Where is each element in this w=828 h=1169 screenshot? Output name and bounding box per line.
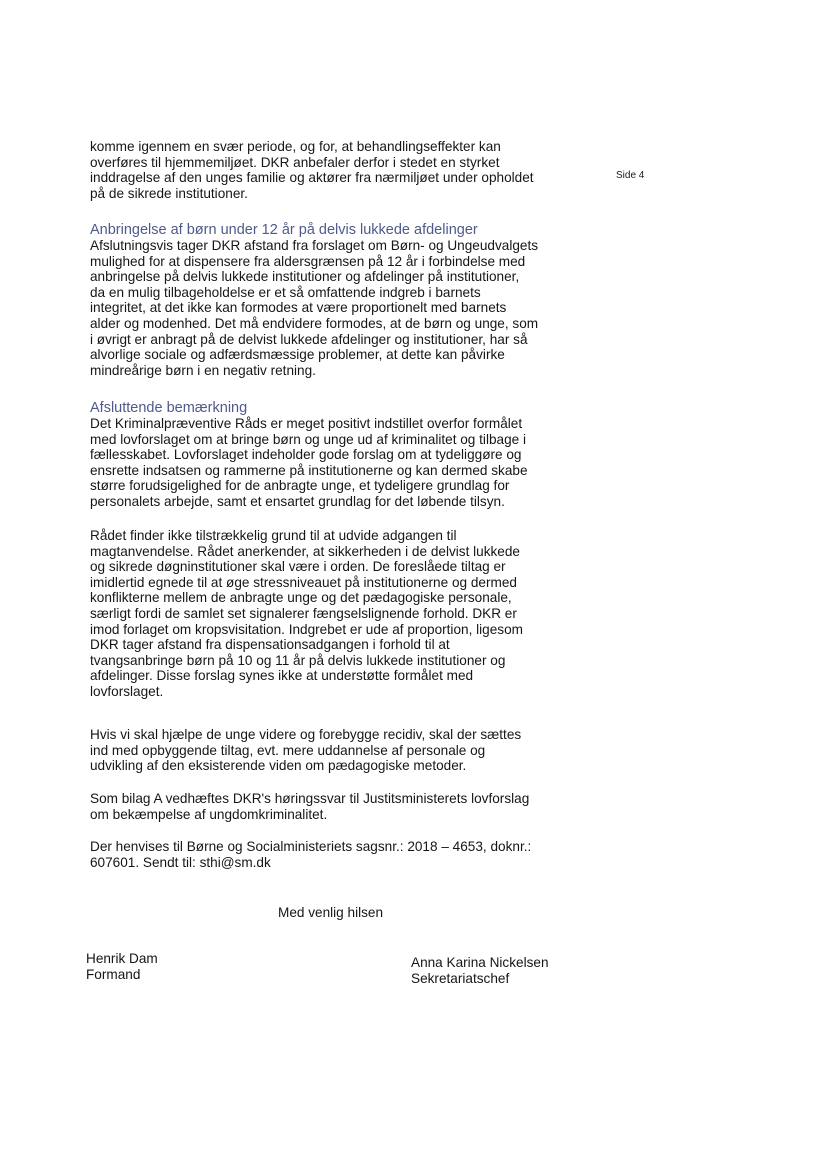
text-line: magtanvendelse. Rådet anerkender, at sikkerheden i de delvist lukkede: [90, 543, 520, 559]
text-line: Som bilag A vedhæftes DKR's høringssvar til Justitsministerets lovforslag: [90, 791, 530, 806]
text-line: om bekæmpelse af ungdomkriminalitet.: [90, 806, 328, 822]
text-line: tvangsanbringe børn på 10 og 11 år på delvis lukkede institutioner og: [90, 652, 506, 668]
text-line: Hvis vi skal hjælpe de unge videre og forebygge recidiv, skal der sættes: [90, 727, 522, 742]
text-line: alder og modenhed. Det må endvidere formodes, at de børn og unge, som: [90, 315, 539, 331]
signature-right: [411, 955, 549, 987]
paragraph-bilag: [90, 791, 600, 822]
section-heading: Afsluttende bemærkning: [90, 400, 248, 416]
text-line: ind med opbyggende tiltag, evt. mere uddannelse af personale og: [90, 742, 486, 758]
text-line: da en mulig tilbageholdelse er et så omfattende indgreb i barnets: [90, 284, 481, 300]
paragraph-hvis: [90, 727, 600, 774]
text-line: Der henvises til Børne og Socialministeriets sagsnr.: 2018 – 4653, doknr.:: [90, 839, 532, 854]
text-line: Afslutningsvis tager DKR afstand fra forslaget om Børn- og Ungeudvalgets: [90, 238, 539, 253]
signature-left: [86, 951, 158, 983]
text-line: komme igennem en svær periode, og for, at behandlingseffekter kan: [90, 139, 501, 154]
text-line: afdelinger. Disse forslag synes ikke at understøtte formålet med: [90, 668, 474, 684]
text-line: konflikterne mellem de anbragte unge og det pædagogiske personale,: [90, 590, 512, 606]
text-line: Rådet finder ikke tilstrækkelig grund til at udvide adgangen til: [90, 528, 457, 543]
text-line: fællesskabet. Lovforslaget indeholder gode forslag om at tydeliggøre og: [90, 447, 522, 463]
text-line: anbringelse på delvis lukkede institutioner og afdelinger på institutioner,: [90, 269, 520, 285]
text-line: og sikrede døgninstitutioner skal være i orden. De foreslåede tiltag er: [90, 559, 506, 575]
text-line: alvorlige sociale og adfærdsmæssige problemer, at dette kan påvirke: [90, 347, 505, 363]
signatory-title: Formand: [86, 967, 141, 982]
text-line: DKR tager afstand fra dispensationsadgangen i forhold til at: [90, 637, 450, 653]
text-line: 607601. Sendt til: sthi@sm.dk: [90, 854, 271, 870]
text-line: personalets arbejde, samt et ensartet grundlag for det løbende tilsyn.: [90, 493, 505, 509]
text-line: imod forlaget om kropsvisitation. Indgrebet er ude af proportion, ligesom: [90, 621, 523, 637]
signatory-name: Anna Karina Nickelsen: [411, 955, 549, 970]
text-line: lovforslaget.: [90, 683, 164, 699]
signatory-name: Henrik Dam: [86, 951, 158, 966]
text-line: mindreårige børn i en negativ retning.: [90, 362, 316, 378]
text-line: særligt fordi de samlet set signalerer fængselslignende forhold. DKR er: [90, 605, 517, 621]
text-line: mulighed for at dispensere fra aldersgrænsen på 12 år i forbindelse med: [90, 253, 526, 269]
text-line: inddragelse af den unges familie og aktører fra nærmiljøet under opholdet: [90, 170, 534, 186]
closing-greeting: Med venlig hilsen: [278, 905, 384, 920]
text-line: i øvrigt er anbragt på de delvist lukkede afdelinger og institutioner, har så: [90, 331, 528, 347]
text-line: på de sikrede institutioner.: [90, 185, 248, 201]
section-under-12: [90, 222, 600, 378]
text-line: overføres til hjemmemiljøet. DKR anbefaler derfor i stedet en styrket: [90, 154, 500, 170]
text-line: større forudsigelighed for de anbragte unge, et tydeligere grundlag for: [90, 478, 510, 494]
page-number: Side 4: [616, 170, 645, 181]
paragraph-raadet: [90, 528, 600, 700]
section-closing-remark: [90, 400, 600, 510]
text-line: integritet, at det ikke kan formodes at være proportionelt med barnets: [90, 300, 507, 316]
paragraph-henvises: [90, 839, 600, 870]
intro-paragraph: [90, 139, 600, 201]
text-line: imidlertid egnede til at øge stressniveauet på institutionerne og dermed: [90, 574, 517, 590]
text-line: Det Kriminalpræventive Råds er meget positivt indstillet overfor formålet: [90, 416, 523, 431]
text-line: ensrette indsatsen og rammerne på institutionerne og kan dermed skabe: [90, 462, 528, 478]
text-line: med lovforslaget om at bringe børn og unge ud af kriminalitet og tilbage i: [90, 431, 526, 447]
section-heading: Anbringelse af børn under 12 år på delvis lukkede afdelinger: [90, 222, 478, 238]
text-line: udvikling af den eksisterende viden om pædagogiske metoder.: [90, 758, 467, 774]
signatory-title: Sekretariatschef: [411, 971, 510, 986]
